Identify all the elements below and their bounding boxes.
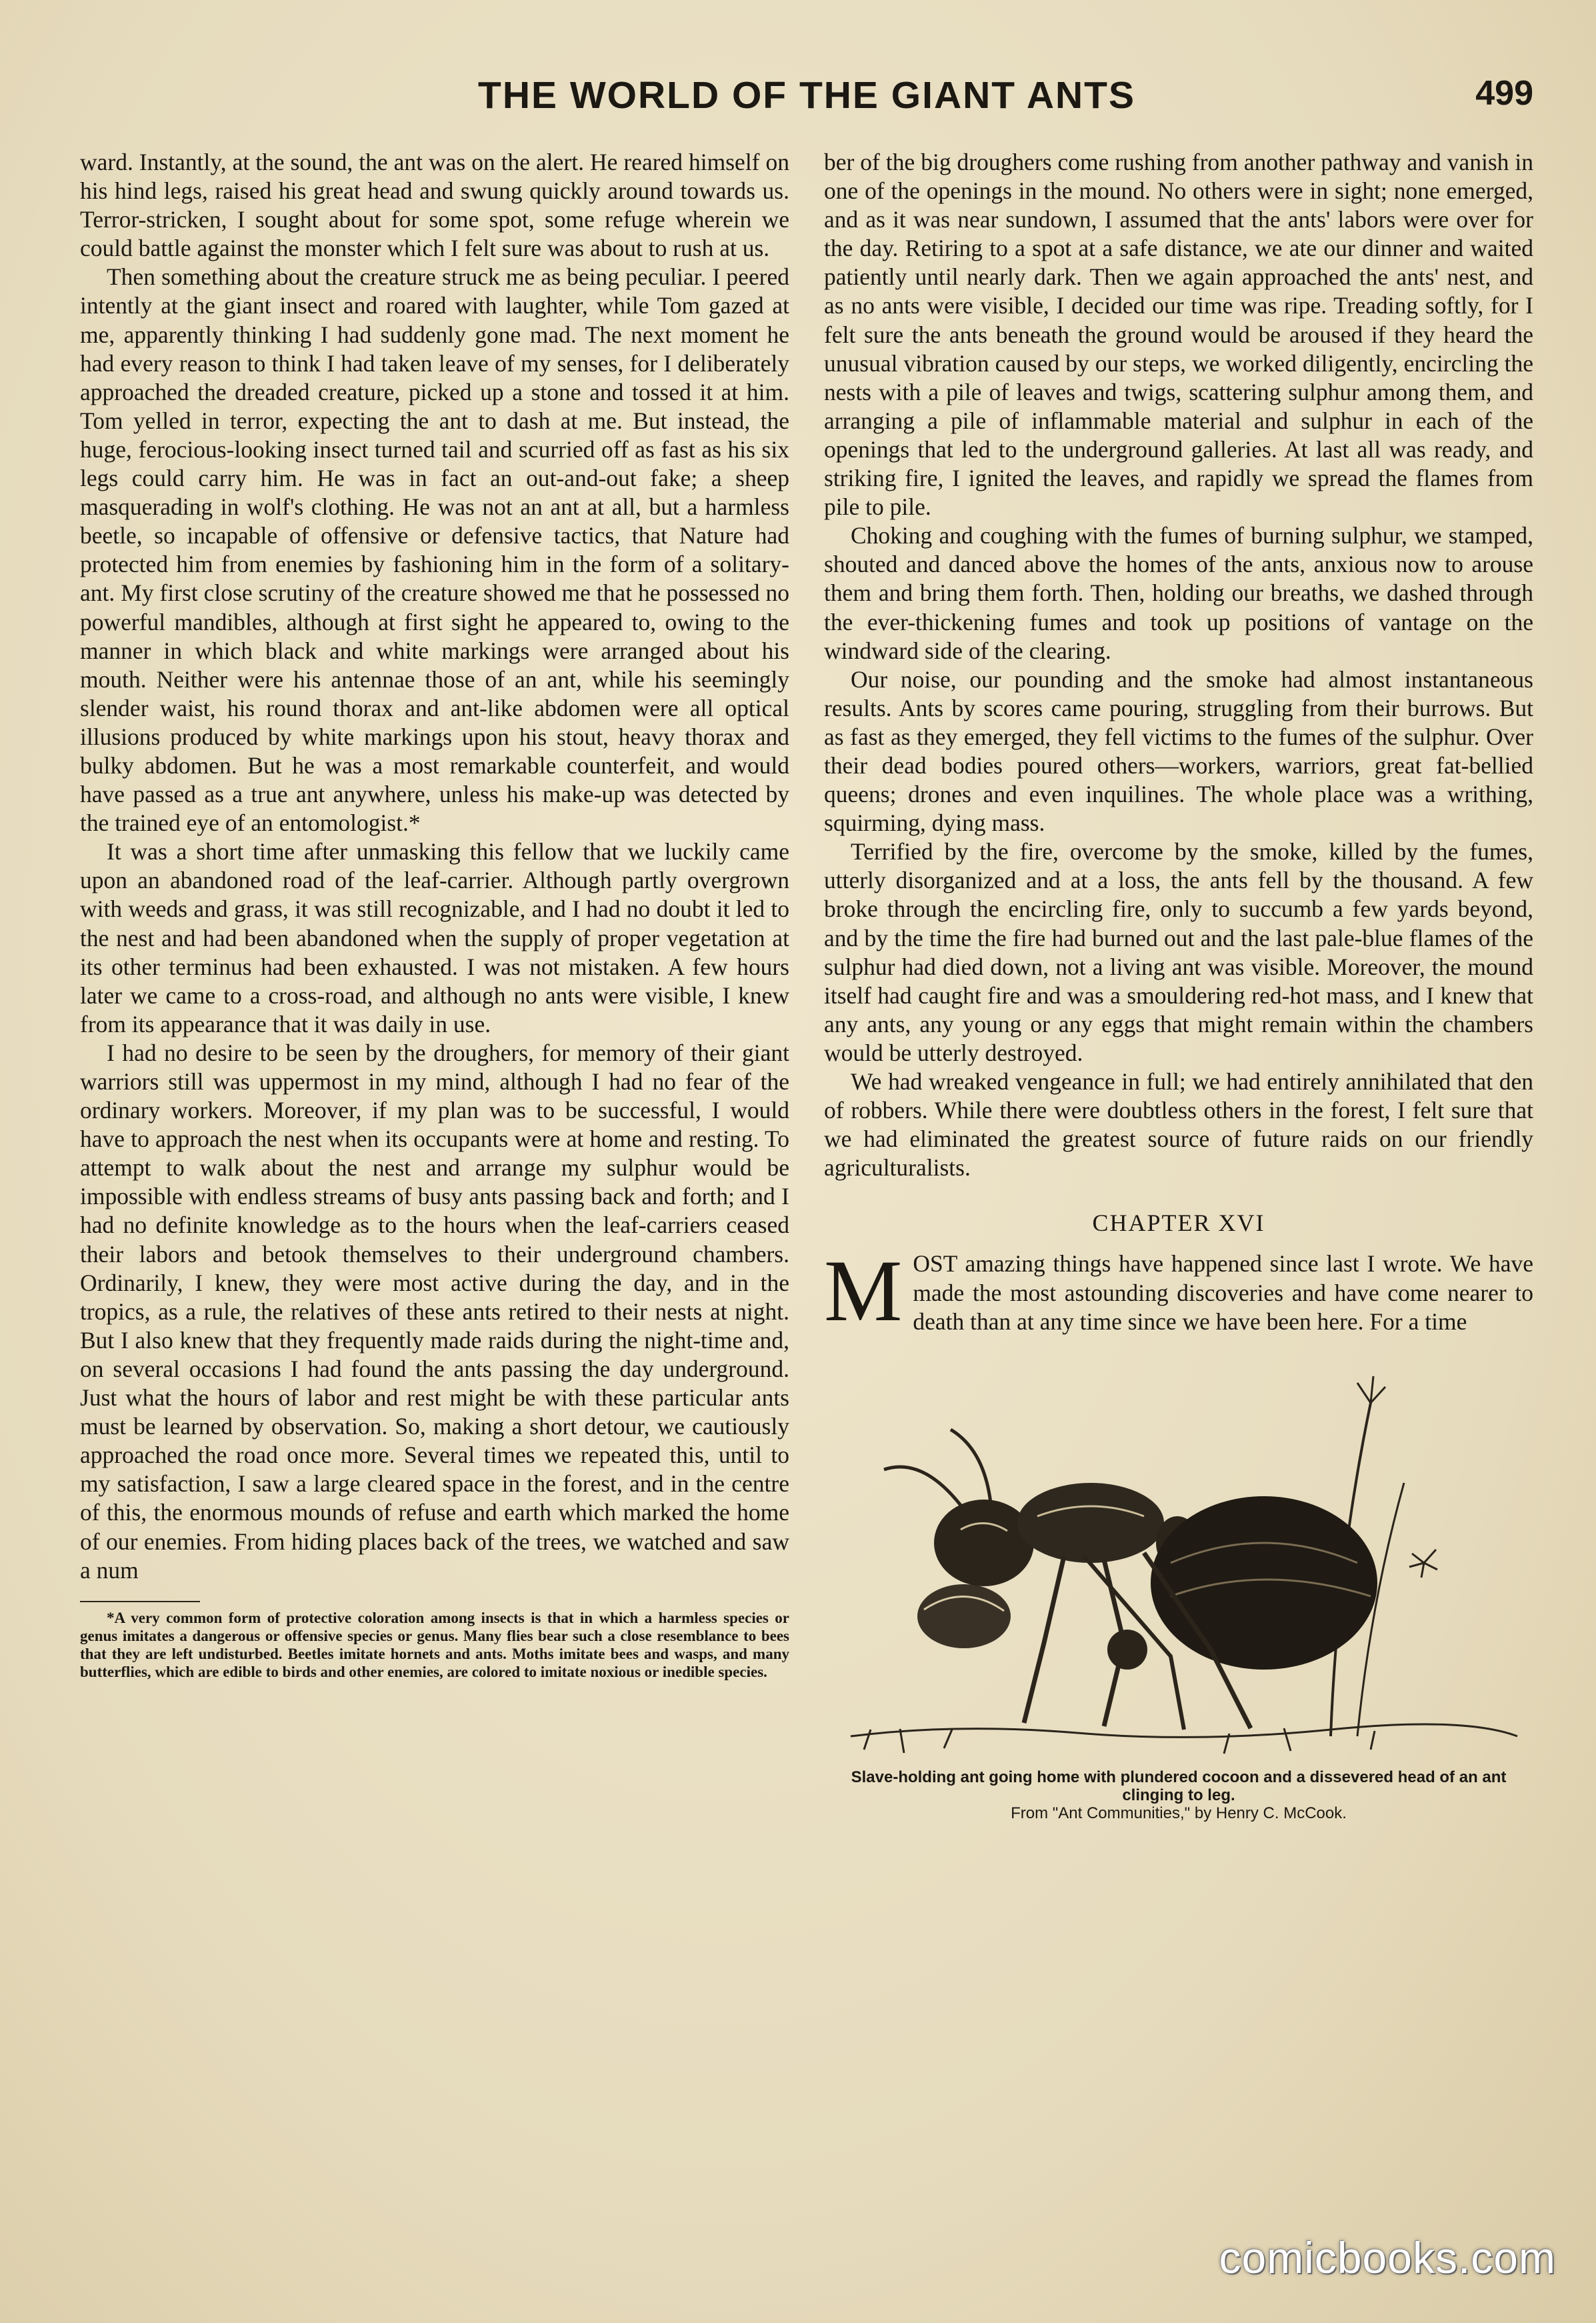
ant-drawing <box>824 1363 1533 1763</box>
chapter-opening-text: OST amazing things have happened since last I wrote. We have made the most astounding discoveries and have come nearer to death than at any time since we have been here. For a time <box>913 1250 1533 1335</box>
footnote: *A very common form of protective coloration among insects is that in which a harmless species or genus imitates a dangerous or offensive species or genus. Many flies bear such a close resemblance to bees that they are left undisturbed. Beetles imitate hornets and ants. Moths imitate bees and wasps, and many butterflies, which are edible to birds and other enemies, are colored to imitate noxious or inedible species. <box>80 1609 789 1680</box>
footnote-divider <box>80 1601 200 1602</box>
left-column <box>80 148 789 1681</box>
ant-illustration <box>824 1363 1533 1763</box>
figure-credit: From "Ant Communities," by Henry C. McCook. <box>1011 1804 1347 1822</box>
watermark-logo: comicbooks.com <box>1219 2233 1556 2282</box>
paragraph: ward. Instantly, at the sound, the ant was on the alert. He reared himself on his hind legs, raised his great head and swung quickly around towards us. Terror-stricken, I sought about for some spot, some refuge wherein we could battle against the monster which I felt sure was about to rush at us. <box>80 149 789 262</box>
paragraph: Then something about the creature struck me as being peculiar. I peered intently at the giant insect and roared with laughter, while Tom gazed at me, apparently thinking I had suddenly gone mad. The next moment he had every reason to think I had taken leave of my senses, for I deliberately approached the dreaded creature, picked up a stone and tossed it at him. Tom yelled in terror, expecting the ant to dash at me. But instead, the huge, ferocious-looking insect turned tail and scurried off as fast as his six legs could carry him. He was in fact an out-and-out fake; a sheep masquerading in wolf's clothing. He was not an ant at all, but a harmless beetle, so incapable of offensive or defensive tactics, that Nature had protected him from enemies by fashioning him in the form of a solitary-ant. My first close scrutiny of the creature showed me that he possessed no powerful mandibles, although at first sight he appeared to, owing to the manner in which black and white markings were arranged about his mouth. Neither were his antennae those of an ant, while his seemingly slender waist, his round thorax and ant-like abdomen were all optical illusions produced by white markings upon his stout, heavy thorax and bulky abdomen. But he was a most remarkable counterfeit, and would have passed as a true ant anywhere, unless his make-up was detected by the trained eye of an entomologist.* <box>80 263 789 837</box>
page-number: 499 <box>1475 74 1533 113</box>
figure-caption: Slave-holding ant going home with plundered cocoon and a dissevered head of an ant clinging to leg. <box>851 1768 1507 1804</box>
page-title: THE WORLD OF THE GIANT ANTS <box>478 74 1135 117</box>
drop-cap: M <box>824 1242 903 1340</box>
chapter-opening-paragraph <box>824 1242 1533 1340</box>
paragraph: ber of the big droughers come rushing from another pathway and vanish in one of the openings in the mound. No others were in sight; none emerged, and as it was near sundown, I assumed that the ants' labors were over for the day. Retiring to a spot at a safe distance, we ate our dinner and waited patiently until nearly dark. Then we again approached the ants' nest, and as no ants were visible, I decided our time was ripe. Treading softly, for I felt sure the ants beneath the ground would be aroused if they heard the unusual vibration caused by our steps, we worked diligently, encircling the nests with a pile of leaves and twigs, scattering sulphur among them, and arranging a pile of inflammable material and sulphur in each of the openings that led to the underground galleries. At last all was ready, and striking fire, I ignited the leaves, and rapidly we spread the flames from pile to pile. <box>824 149 1533 521</box>
paragraph: Our noise, our pounding and the smoke had almost instantaneous results. Ants by scores came pouring, struggling from their burrows. But as fast as they emerged, they fell victims to the fumes of the sulphur. Over their dead bodies poured others—workers, warriors, great fat-bellied queens; drones and even inquilines. The whole place was a writhing, squirming, dying mass. <box>824 665 1533 837</box>
paragraph: I had no desire to be seen by the droughers, for memory of their giant warriors still was uppermost in my mind, although I had no fear of the ordinary workers. Moreover, if my plan was to be successful, I would have to approach the nest when its occupants were at home and resting. To attempt to walk about the nest and arrange my sulphur would be impossible with endless streams of busy ants passing back and forth; and I had no definite knowledge as to the hours when the leaf-carriers ceased their labors and betook themselves to their underground chambers. Ordinarily, I knew, they were most active during the day, and in the tropics, as a rule, the relatives of these ants retired to their nests at night. But I also knew that they frequently made raids during the night-time and, on several occasions I had found the ants passing the day underground. Just what the hours of labor and rest might be with these particular ants must be learned by observation. So, making a short detour, we cautiously approached the road once more. Several times we repeated this, until to my satisfaction, I saw a large cleared space in the forest, and in the centre of this, the enormous mounds of refuse and earth which marked the home of our enemies. From hiding places back of the trees, we watched and saw a num <box>80 1039 789 1584</box>
page-header <box>80 73 1533 127</box>
right-column <box>824 148 1533 1823</box>
paragraph: It was a short time after unmasking this fellow that we luckily came upon an abandoned road of the leaf-carrier. Although partly overgrown with weeds and grass, it was still recognizable, and I had no doubt it led to the nest and had been abandoned when the supply of proper vegetation at its other terminus had been exhausted. I was not mistaken. A few hours later we came to a cross-road, and although no ants were visible, I knew from its appearance that it was daily in use. <box>80 838 789 1037</box>
paragraph: Terrified by the fire, overcome by the smoke, killed by the fumes, utterly disorganized and at a loss, the ants fell by the thousand. A few broke through the encircling fire, only to succumb a few yards beyond, and by the time the fire had burned out and the last pale-blue flames of the sulphur had died down, not a living ant was visible. Moreover, the mound itself had caught fire and was a smouldering red-hot mass, and I knew that any ants, any young or any eggs that might remain within the chambers would be utterly destroyed. <box>824 838 1533 1066</box>
paragraph: Choking and coughing with the fumes of burning sulphur, we stamped, shouted and danced above the homes of the ants, anxious now to arouse them and bring them forth. Then, holding our breaths, we dashed through the ever-thickening fumes and took up positions of vantage on the windward side of the clearing. <box>824 522 1533 664</box>
paragraph: We had wreaked vengeance in full; we had entirely annihilated that den of robbers. While there were doubtless others in the forest, I felt sure that we had eliminated the greatest source of future raids on our friendly agriculturalists. <box>824 1068 1533 1182</box>
chapter-heading: CHAPTER XVI <box>1092 1210 1265 1237</box>
